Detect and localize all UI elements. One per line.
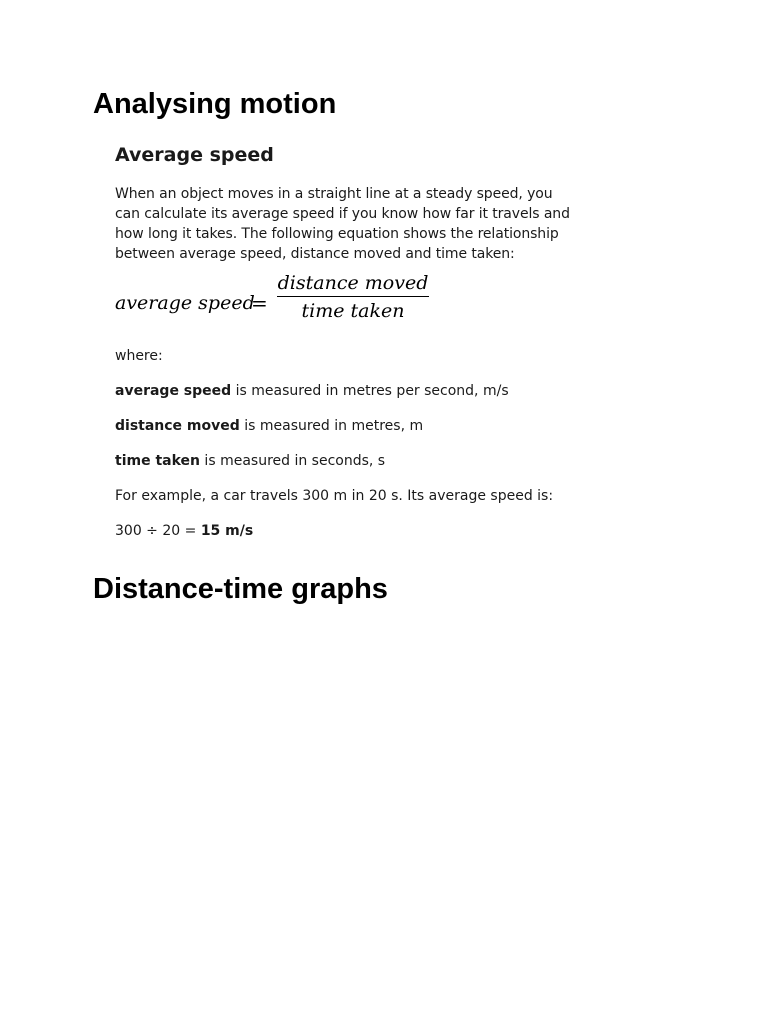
page-title: Analysing motion <box>93 88 337 120</box>
definition-text: is measured in metres per second, m/s <box>231 383 509 399</box>
equation-lhs: average speed <box>115 292 255 314</box>
definition-term: average speed <box>115 383 232 399</box>
definition-term: time taken <box>115 453 200 469</box>
section-title-distance-time-graphs: Distance-time graphs <box>93 573 388 605</box>
average-speed-excerpt <box>115 140 595 541</box>
intro-line: can calculate its average speed if you know how far it travels and <box>115 206 570 222</box>
example-result: 15 m/s <box>200 523 254 539</box>
equation-numerator: distance moved <box>277 272 429 294</box>
definition-distance-moved <box>115 416 595 436</box>
definition-text: is measured in seconds, s <box>199 453 386 469</box>
example-text: For example, a car travels 300 m in 20 s. Its average speed is: <box>115 488 554 504</box>
average-speed-equation <box>115 270 595 338</box>
intro-line: how long it takes. The following equation shows the relationship <box>115 226 559 242</box>
equation-equals-sign: = <box>251 291 268 315</box>
where-label: where: <box>115 348 163 364</box>
excerpt-heading: Average speed <box>115 144 274 166</box>
definition-time-taken <box>115 451 595 471</box>
intro-line: between average speed, distance moved and time taken: <box>115 246 515 262</box>
equation-denominator: time taken <box>301 300 405 322</box>
definition-term: distance moved <box>115 418 240 434</box>
example-calculation <box>115 521 595 541</box>
intro-paragraph <box>115 184 595 264</box>
example-calc: 300 ÷ 20 = <box>115 523 201 539</box>
equation-fraction <box>277 270 429 324</box>
definition-average-speed <box>115 381 595 401</box>
definition-text: is measured in metres, m <box>239 418 424 434</box>
fraction-bar <box>277 296 429 297</box>
intro-line: When an object moves in a straight line at a steady speed, you <box>115 186 553 202</box>
